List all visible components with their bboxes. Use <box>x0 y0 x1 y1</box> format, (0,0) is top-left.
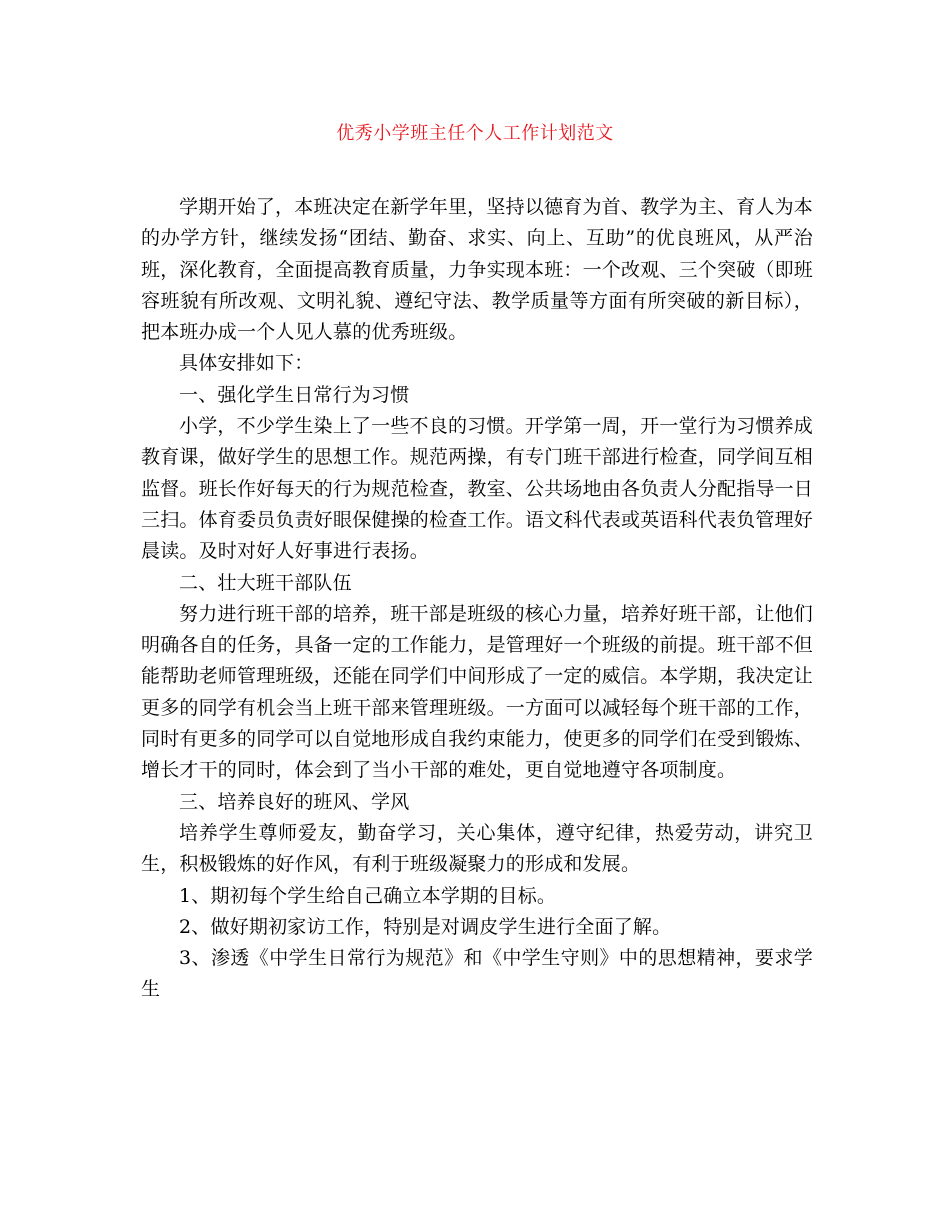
paragraph-arrangement: 具体安排如下： <box>179 352 314 375</box>
paragraph-section-2: 努力进行班干部的培养，班干部是班级的核心力量，培养好班干部，让他们明确各自的任务，具备一定的工作能力，是管理好一个班级的前提。班干部不但能帮助老师管理班级，还能在同学们中间形成了一定的威信。本学期，我决定让更多的同学有机会当上班干部来管理班级。一方面可以减轻每个班干部的工作，同时有更多的同学可以自觉地形成自我约束能力，使更多的同学们在受到锻炼、增长才干的同时，体会到了当小干部的难处，更自觉地遵守各项制度。 <box>141 602 814 782</box>
section-heading-2: 二、壮大班干部队伍 <box>179 571 352 594</box>
paragraph-section-3: 培养学生尊师爱友，勤奋学习，关心集体，遵守纪律，热爱劳动，讲究卫生，积极锻炼的好作风，有利于班级凝聚力的形成和发展。 <box>141 821 813 876</box>
document-body <box>141 192 813 1006</box>
section-heading-1: 一、强化学生日常行为习惯 <box>179 383 410 406</box>
list-item-1: 1、期初每个学生给自己确立本学期的目标。 <box>179 884 557 907</box>
section-heading-3: 三、培养良好的班风、学风 <box>179 790 410 813</box>
paragraph-intro: 学期开始了，本班决定在新学年里，坚持以德育为首、教学为主、育人为本的办学方针，继续发扬“团结、勤奋、求实、向上、互助”的优良班风，从严治班，深化教育，全面提高教育质量，力争实现本班：一个改观、三个突破（即班容班貌有所改观、文明礼貌、遵纪守法、教学质量等方面有所突破的新目标），把本班办成一个人见人慕的优秀班级。 <box>141 196 814 344</box>
list-item-3: 3、渗透《中学生日常行为规范》和《中学生守则》中的思想精神，要求学生 <box>141 947 813 1001</box>
document-title: 优秀小学班主任个人工作计划范文 <box>336 123 614 144</box>
paragraph-section-1: 小学，不少学生染上了一些不良的习惯。开学第一周，开一堂行为习惯养成教育课，做好学生的思想工作。规范两操，有专门班干部进行检查，同学间互相监督。班长作好每天的行为规范检查，教室、公共场地由各负责人分配指导一日三扫。体育委员负责好眼保健操的检查工作。语文科代表或英语科代表负管理好晨读。及时对好人好事进行表扬。 <box>141 415 814 563</box>
list-item-2: 2、做好期初家访工作，特别是对调皮学生进行全面了解。 <box>179 915 672 938</box>
